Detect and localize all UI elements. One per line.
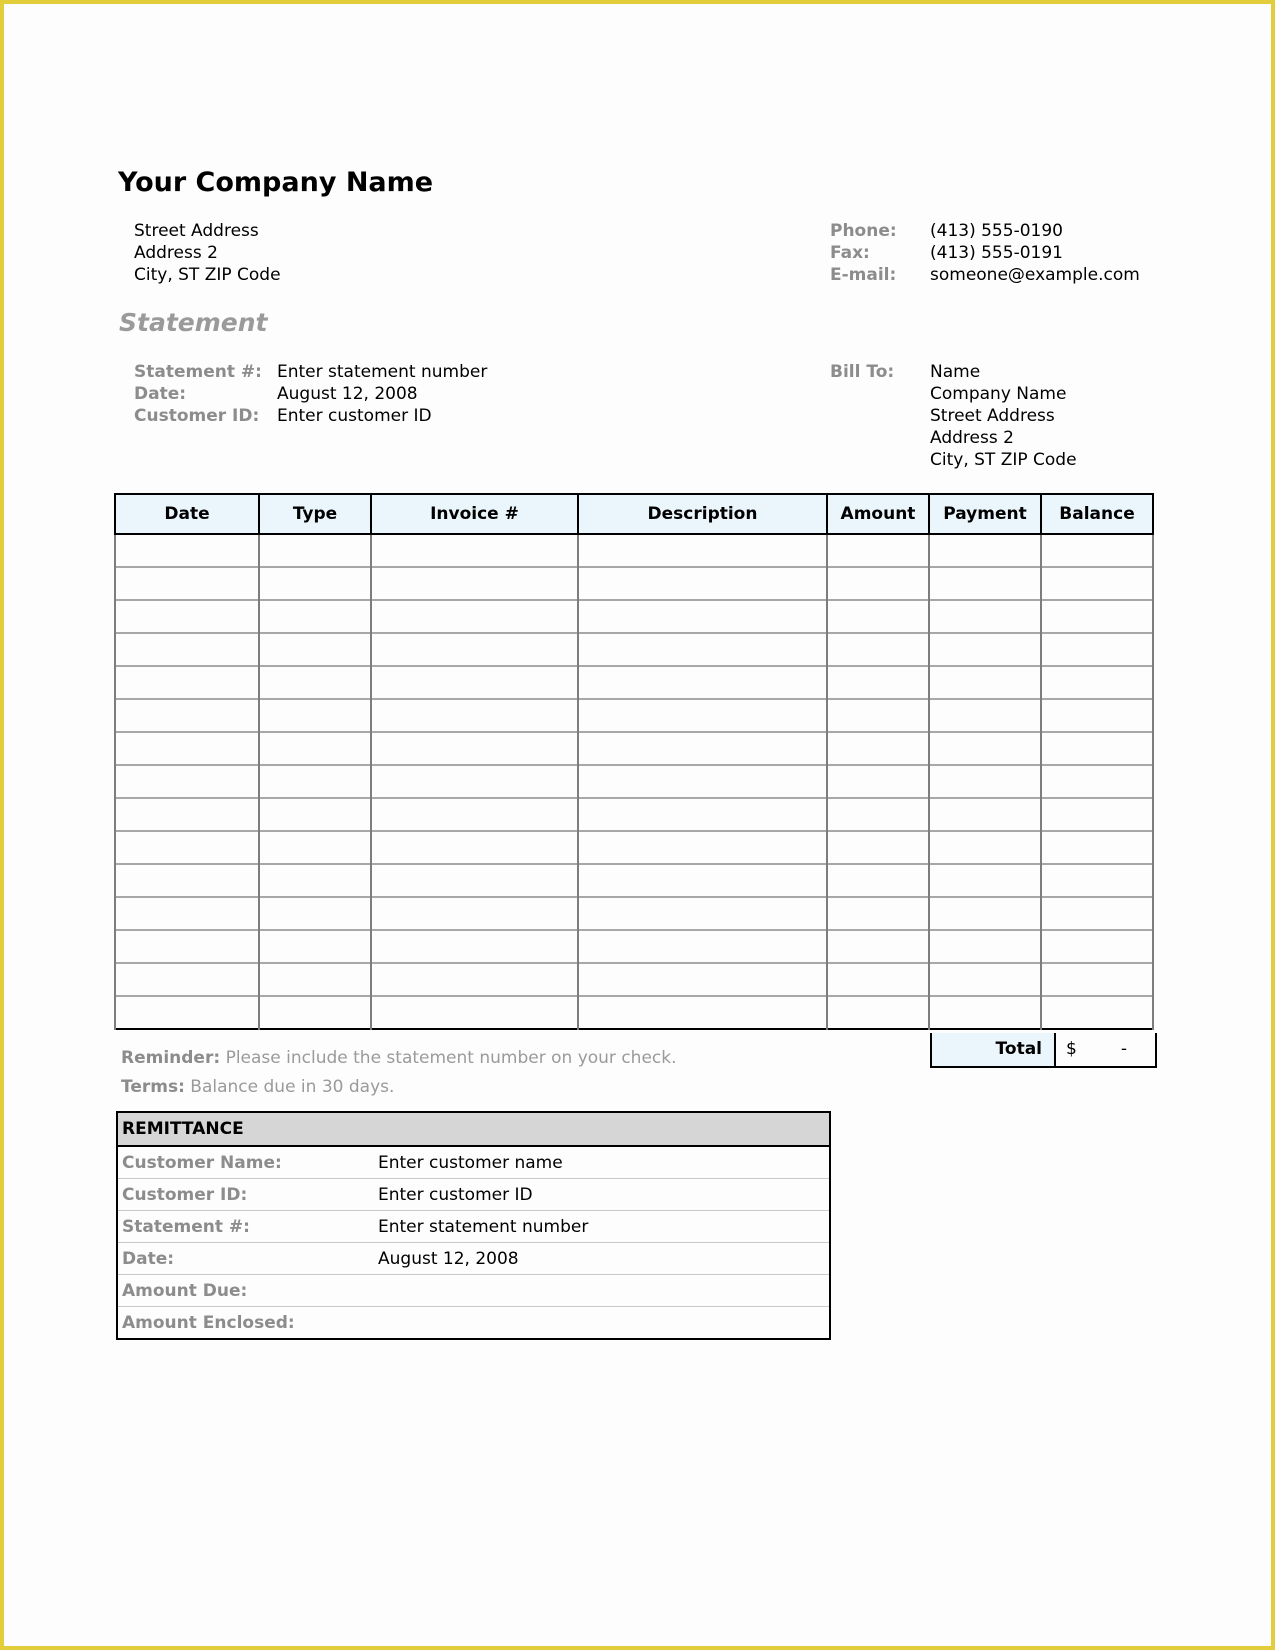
table-row xyxy=(115,798,1153,831)
remittance-value[interactable]: August 12, 2008 xyxy=(378,1249,519,1269)
notes xyxy=(121,1044,677,1102)
table-cell[interactable] xyxy=(115,798,259,831)
table-cell[interactable] xyxy=(371,765,578,798)
table-cell[interactable] xyxy=(259,600,371,633)
table-cell[interactable] xyxy=(827,798,929,831)
table-body xyxy=(115,534,1153,1029)
table-cell[interactable] xyxy=(827,963,929,996)
table-row xyxy=(115,897,1153,930)
table-cell[interactable] xyxy=(371,996,578,1029)
table-cell[interactable] xyxy=(115,666,259,699)
bill-to-line[interactable]: Name xyxy=(930,362,981,382)
column-header-description: Description xyxy=(578,494,827,534)
total-amount: - xyxy=(1120,1039,1127,1059)
reminder-label: Reminder: xyxy=(121,1048,221,1068)
table-cell[interactable] xyxy=(827,699,929,732)
reminder-text: Please include the statement number on your check. xyxy=(225,1048,677,1068)
table-cell[interactable] xyxy=(115,633,259,666)
table-cell[interactable] xyxy=(827,534,929,567)
contact-values xyxy=(930,220,1140,286)
table-row xyxy=(115,567,1153,600)
total-label: Total xyxy=(932,1033,1056,1066)
table-cell[interactable] xyxy=(371,897,578,930)
table-cell[interactable] xyxy=(929,567,1041,600)
table-cell[interactable] xyxy=(259,666,371,699)
table-cell[interactable] xyxy=(371,534,578,567)
table-cell[interactable] xyxy=(1041,633,1153,666)
table-cell[interactable] xyxy=(578,831,827,864)
table-cell[interactable] xyxy=(115,765,259,798)
table-cell[interactable] xyxy=(929,963,1041,996)
remittance-row xyxy=(118,1147,829,1178)
table-cell[interactable] xyxy=(578,633,827,666)
table-header-row xyxy=(115,494,1153,534)
table-cell[interactable] xyxy=(578,666,827,699)
remittance-row xyxy=(118,1210,829,1242)
table-cell[interactable] xyxy=(578,765,827,798)
table-cell[interactable] xyxy=(827,930,929,963)
table-cell[interactable] xyxy=(827,765,929,798)
table-cell[interactable] xyxy=(929,831,1041,864)
address-line: Address 2 xyxy=(134,243,218,263)
table-cell[interactable] xyxy=(115,963,259,996)
remittance-value[interactable] xyxy=(378,1307,829,1338)
table-cell[interactable] xyxy=(259,864,371,897)
table-cell[interactable] xyxy=(578,897,827,930)
table-cell[interactable] xyxy=(371,633,578,666)
table-cell[interactable] xyxy=(578,567,827,600)
table-cell[interactable] xyxy=(578,600,827,633)
phone-value: (413) 555-0190 xyxy=(930,221,1063,241)
contact-labels xyxy=(830,220,897,286)
remittance-row xyxy=(118,1274,829,1306)
table-cell[interactable] xyxy=(1041,699,1153,732)
table-cell[interactable] xyxy=(1041,864,1153,897)
remittance-label: Customer Name: xyxy=(122,1153,282,1173)
bill-to-line[interactable]: Address 2 xyxy=(930,428,1014,448)
table-cell[interactable] xyxy=(259,732,371,765)
remittance-title: REMITTANCE xyxy=(118,1113,829,1147)
table-cell[interactable] xyxy=(115,831,259,864)
statement-info-labels xyxy=(134,361,262,427)
table-row xyxy=(115,765,1153,798)
table-row xyxy=(115,732,1153,765)
terms-text: Balance due in 30 days. xyxy=(190,1077,395,1097)
table-cell[interactable] xyxy=(1041,732,1153,765)
email-label: E-mail: xyxy=(830,265,897,285)
table-cell[interactable] xyxy=(1041,534,1153,567)
table-cell[interactable] xyxy=(371,600,578,633)
table-cell[interactable] xyxy=(827,732,929,765)
bill-to-line[interactable]: City, ST ZIP Code xyxy=(930,450,1077,470)
statement-info-values xyxy=(277,361,487,427)
table-cell[interactable] xyxy=(259,930,371,963)
table-cell[interactable] xyxy=(259,897,371,930)
table-cell[interactable] xyxy=(1041,930,1153,963)
column-header-invoice: Invoice # xyxy=(371,494,578,534)
table-cell[interactable] xyxy=(827,831,929,864)
statement-table xyxy=(114,493,1154,1030)
table-row xyxy=(115,534,1153,567)
table-cell[interactable] xyxy=(929,930,1041,963)
customer-id-value[interactable]: Enter customer ID xyxy=(277,406,432,426)
table-row xyxy=(115,600,1153,633)
table-cell[interactable] xyxy=(371,831,578,864)
terms-label: Terms: xyxy=(121,1077,185,1097)
table-cell[interactable] xyxy=(115,600,259,633)
table-cell[interactable] xyxy=(1041,996,1153,1029)
terms-note xyxy=(121,1073,677,1102)
table-cell[interactable] xyxy=(929,798,1041,831)
table-cell[interactable] xyxy=(1041,798,1153,831)
table-cell[interactable] xyxy=(827,864,929,897)
table-cell[interactable] xyxy=(929,996,1041,1029)
statement-number-label: Statement #: xyxy=(134,362,262,382)
bill-to-label: Bill To: xyxy=(830,362,895,382)
table-row xyxy=(115,699,1153,732)
table-cell[interactable] xyxy=(929,699,1041,732)
table-cell[interactable] xyxy=(115,732,259,765)
table-cell[interactable] xyxy=(578,864,827,897)
table-cell[interactable] xyxy=(371,699,578,732)
table-cell[interactable] xyxy=(1041,600,1153,633)
table-cell[interactable] xyxy=(1041,765,1153,798)
table-cell[interactable] xyxy=(578,930,827,963)
table-cell[interactable] xyxy=(371,567,578,600)
remittance-row xyxy=(118,1306,829,1338)
table-cell[interactable] xyxy=(115,864,259,897)
date-value[interactable]: August 12, 2008 xyxy=(277,384,418,404)
total-value xyxy=(1056,1033,1155,1066)
company-address xyxy=(134,220,281,286)
fax-value: (413) 555-0191 xyxy=(930,243,1063,263)
table-cell[interactable] xyxy=(1041,831,1153,864)
table-cell[interactable] xyxy=(371,798,578,831)
fax-label: Fax: xyxy=(830,243,870,263)
table-cell[interactable] xyxy=(929,633,1041,666)
remittance-label: Amount Due: xyxy=(122,1281,248,1301)
email-value: someone@example.com xyxy=(930,265,1140,285)
table-cell[interactable] xyxy=(259,534,371,567)
column-header-payment: Payment xyxy=(929,494,1041,534)
remittance-label: Statement #: xyxy=(122,1217,250,1237)
table-cell[interactable] xyxy=(259,831,371,864)
table-cell[interactable] xyxy=(929,897,1041,930)
bill-to-line[interactable]: Street Address xyxy=(930,406,1055,426)
table-row xyxy=(115,996,1153,1029)
column-header-balance: Balance xyxy=(1041,494,1153,534)
bill-to-block xyxy=(930,361,1077,471)
total-box xyxy=(930,1033,1157,1068)
remittance-label: Customer ID: xyxy=(122,1185,248,1205)
table-cell[interactable] xyxy=(578,798,827,831)
table-cell[interactable] xyxy=(115,996,259,1029)
table-cell[interactable] xyxy=(578,699,827,732)
table-cell[interactable] xyxy=(1041,963,1153,996)
table-cell[interactable] xyxy=(259,798,371,831)
table-cell[interactable] xyxy=(578,996,827,1029)
table-cell[interactable] xyxy=(578,963,827,996)
column-header-date: Date xyxy=(115,494,259,534)
table-cell[interactable] xyxy=(827,666,929,699)
remittance-box xyxy=(116,1111,831,1340)
table-cell[interactable] xyxy=(1041,666,1153,699)
date-label: Date: xyxy=(134,384,187,404)
table-cell[interactable] xyxy=(827,897,929,930)
table-cell[interactable] xyxy=(929,732,1041,765)
reminder-note xyxy=(121,1044,677,1073)
table-cell[interactable] xyxy=(115,534,259,567)
table-cell[interactable] xyxy=(115,567,259,600)
remittance-label: Amount Enclosed: xyxy=(122,1313,295,1333)
table-cell[interactable] xyxy=(259,699,371,732)
table-cell[interactable] xyxy=(827,600,929,633)
table-cell[interactable] xyxy=(827,996,929,1029)
document-title: Statement xyxy=(119,308,268,337)
remittance-value[interactable] xyxy=(378,1275,829,1306)
table-cell[interactable] xyxy=(827,567,929,600)
address-line: Street Address xyxy=(134,221,259,241)
table-row xyxy=(115,963,1153,996)
table-cell[interactable] xyxy=(371,963,578,996)
table-cell[interactable] xyxy=(1041,897,1153,930)
table-cell[interactable] xyxy=(929,600,1041,633)
table-cell[interactable] xyxy=(259,633,371,666)
table-row xyxy=(115,666,1153,699)
table-cell[interactable] xyxy=(259,963,371,996)
remittance-value[interactable]: Enter customer name xyxy=(378,1153,563,1173)
table-cell[interactable] xyxy=(115,930,259,963)
remittance-row xyxy=(118,1242,829,1274)
table-cell[interactable] xyxy=(578,732,827,765)
bill-to-line[interactable]: Company Name xyxy=(930,384,1067,404)
column-header-type: Type xyxy=(259,494,371,534)
remittance-value[interactable]: Enter customer ID xyxy=(378,1185,533,1205)
table-row xyxy=(115,633,1153,666)
table-cell[interactable] xyxy=(929,534,1041,567)
table-cell[interactable] xyxy=(1041,567,1153,600)
table-cell[interactable] xyxy=(371,864,578,897)
table-cell[interactable] xyxy=(929,765,1041,798)
table-row xyxy=(115,831,1153,864)
table-cell[interactable] xyxy=(259,765,371,798)
table-cell[interactable] xyxy=(115,699,259,732)
remittance-value[interactable]: Enter statement number xyxy=(378,1217,589,1237)
table-row xyxy=(115,930,1153,963)
company-name: Your Company Name xyxy=(118,167,434,198)
table-row xyxy=(115,864,1153,897)
table-cell[interactable] xyxy=(371,732,578,765)
table-cell[interactable] xyxy=(827,633,929,666)
table-cell[interactable] xyxy=(371,930,578,963)
column-header-amount: Amount xyxy=(827,494,929,534)
table-cell[interactable] xyxy=(259,996,371,1029)
customer-id-label: Customer ID: xyxy=(134,406,260,426)
table-cell[interactable] xyxy=(578,534,827,567)
table-cell[interactable] xyxy=(115,897,259,930)
table-cell[interactable] xyxy=(929,864,1041,897)
table-cell[interactable] xyxy=(371,666,578,699)
remittance-row xyxy=(118,1178,829,1210)
phone-label: Phone: xyxy=(830,221,897,241)
table-cell[interactable] xyxy=(259,567,371,600)
statement-number-value[interactable]: Enter statement number xyxy=(277,362,488,382)
remittance-label: Date: xyxy=(122,1249,175,1269)
total-currency: $ xyxy=(1066,1039,1077,1059)
address-line: City, ST ZIP Code xyxy=(134,265,281,285)
table-cell[interactable] xyxy=(929,666,1041,699)
